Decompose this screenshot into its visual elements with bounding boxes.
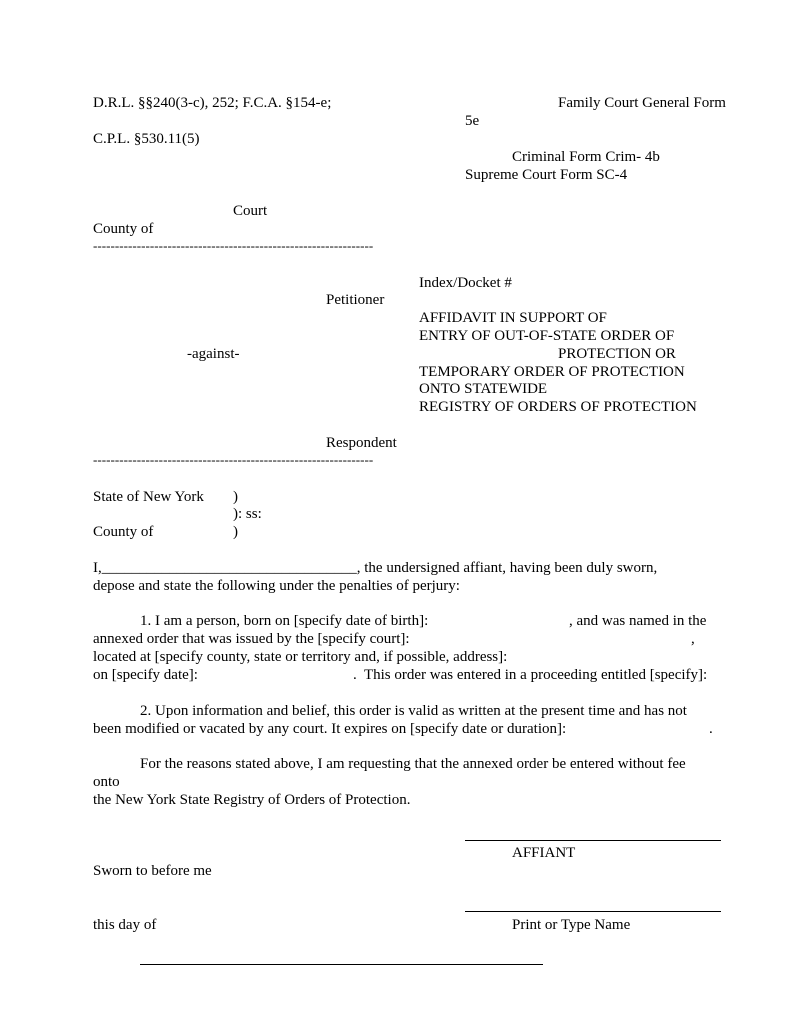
county-label: County of bbox=[93, 221, 154, 237]
index-docket-label: Index/Docket # bbox=[419, 275, 512, 291]
paragraph1-line2: annexed order that was issued by the [specify court]: bbox=[93, 631, 410, 647]
document-title-line2: ENTRY OF OUT-OF-STATE ORDER OF bbox=[419, 328, 675, 344]
paragraph3-line3: the New York State Registry of Orders of Protection. bbox=[93, 792, 411, 808]
affiant-intro-line2: depose and state the following under the penalties of perjury: bbox=[93, 578, 460, 594]
against-label: -against- bbox=[187, 346, 240, 362]
venue-paren-3: ) bbox=[233, 524, 238, 540]
petitioner-label: Petitioner bbox=[326, 292, 385, 308]
paragraph1-line2-end: , bbox=[691, 631, 695, 647]
paragraph3-line2: onto bbox=[93, 774, 120, 790]
sworn-before-me-label: Sworn to before me bbox=[93, 863, 212, 879]
form-number-family-suffix: 5e bbox=[465, 113, 480, 129]
paragraph3-line1: For the reasons stated above, I am requesting that the annexed order be entered without fee bbox=[140, 756, 686, 772]
paragraph1-line4: on [specify date]: bbox=[93, 667, 198, 683]
paragraph2-line1: 2. Upon information and belief, this order is valid as written at the present time and has not bbox=[140, 703, 687, 719]
venue-paren-1: ) bbox=[233, 489, 238, 505]
document-title-line6: REGISTRY OF ORDERS OF PROTECTION bbox=[419, 399, 697, 415]
paragraph1-line4-end: . This order was entered in a proceeding entitled [specify]: bbox=[353, 667, 708, 683]
statute-citation-line1: D.R.L. §§240(3-c), 252; F.C.A. §154-e; bbox=[93, 95, 332, 111]
document-title-line1: AFFIDAVIT IN SUPPORT OF bbox=[419, 310, 607, 326]
venue-ss: ): ss: bbox=[233, 506, 262, 522]
paragraph1-line1: 1. I am a person, born on [specify date of birth]: bbox=[140, 613, 429, 629]
paragraph2-line2-end: . bbox=[709, 721, 713, 737]
affiant-intro-line1: I,__________________________________, the undersigned affiant, having been duly sworn, bbox=[93, 560, 658, 576]
print-name-line bbox=[465, 911, 721, 912]
notary-signature-line bbox=[140, 964, 543, 965]
caption-divider-top: ---------------------------------------------------------------- bbox=[93, 238, 374, 253]
venue-state: State of New York bbox=[93, 489, 204, 505]
venue-county: County of bbox=[93, 524, 154, 540]
affiant-signature-line bbox=[465, 840, 721, 841]
form-number-criminal: Criminal Form Crim- 4b bbox=[512, 149, 660, 165]
form-number-family: Family Court General Form bbox=[558, 95, 726, 111]
document-title-line5: ONTO STATEWIDE bbox=[419, 381, 548, 397]
print-or-type-name-label: Print or Type Name bbox=[512, 917, 631, 933]
this-day-of-label: this day of bbox=[93, 917, 157, 933]
form-number-supreme: Supreme Court Form SC-4 bbox=[465, 167, 628, 183]
paragraph2-line2: been modified or vacated by any court. It expires on [specify date or duration]: bbox=[93, 721, 567, 737]
affiant-label: AFFIANT bbox=[512, 845, 576, 861]
document-title-line4: TEMPORARY ORDER OF PROTECTION bbox=[419, 364, 685, 380]
caption-divider-bottom: ---------------------------------------------------------------- bbox=[93, 452, 374, 467]
paragraph1-line3: located at [specify county, state or territory and, if possible, address]: bbox=[93, 649, 508, 665]
paragraph1-line1-end: , and was named in the bbox=[569, 613, 707, 629]
respondent-label: Respondent bbox=[326, 435, 397, 451]
statute-citation-line2: C.P.L. §530.11(5) bbox=[93, 131, 200, 147]
court-label: Court bbox=[233, 203, 268, 219]
document-title-line3: PROTECTION OR bbox=[558, 346, 676, 362]
